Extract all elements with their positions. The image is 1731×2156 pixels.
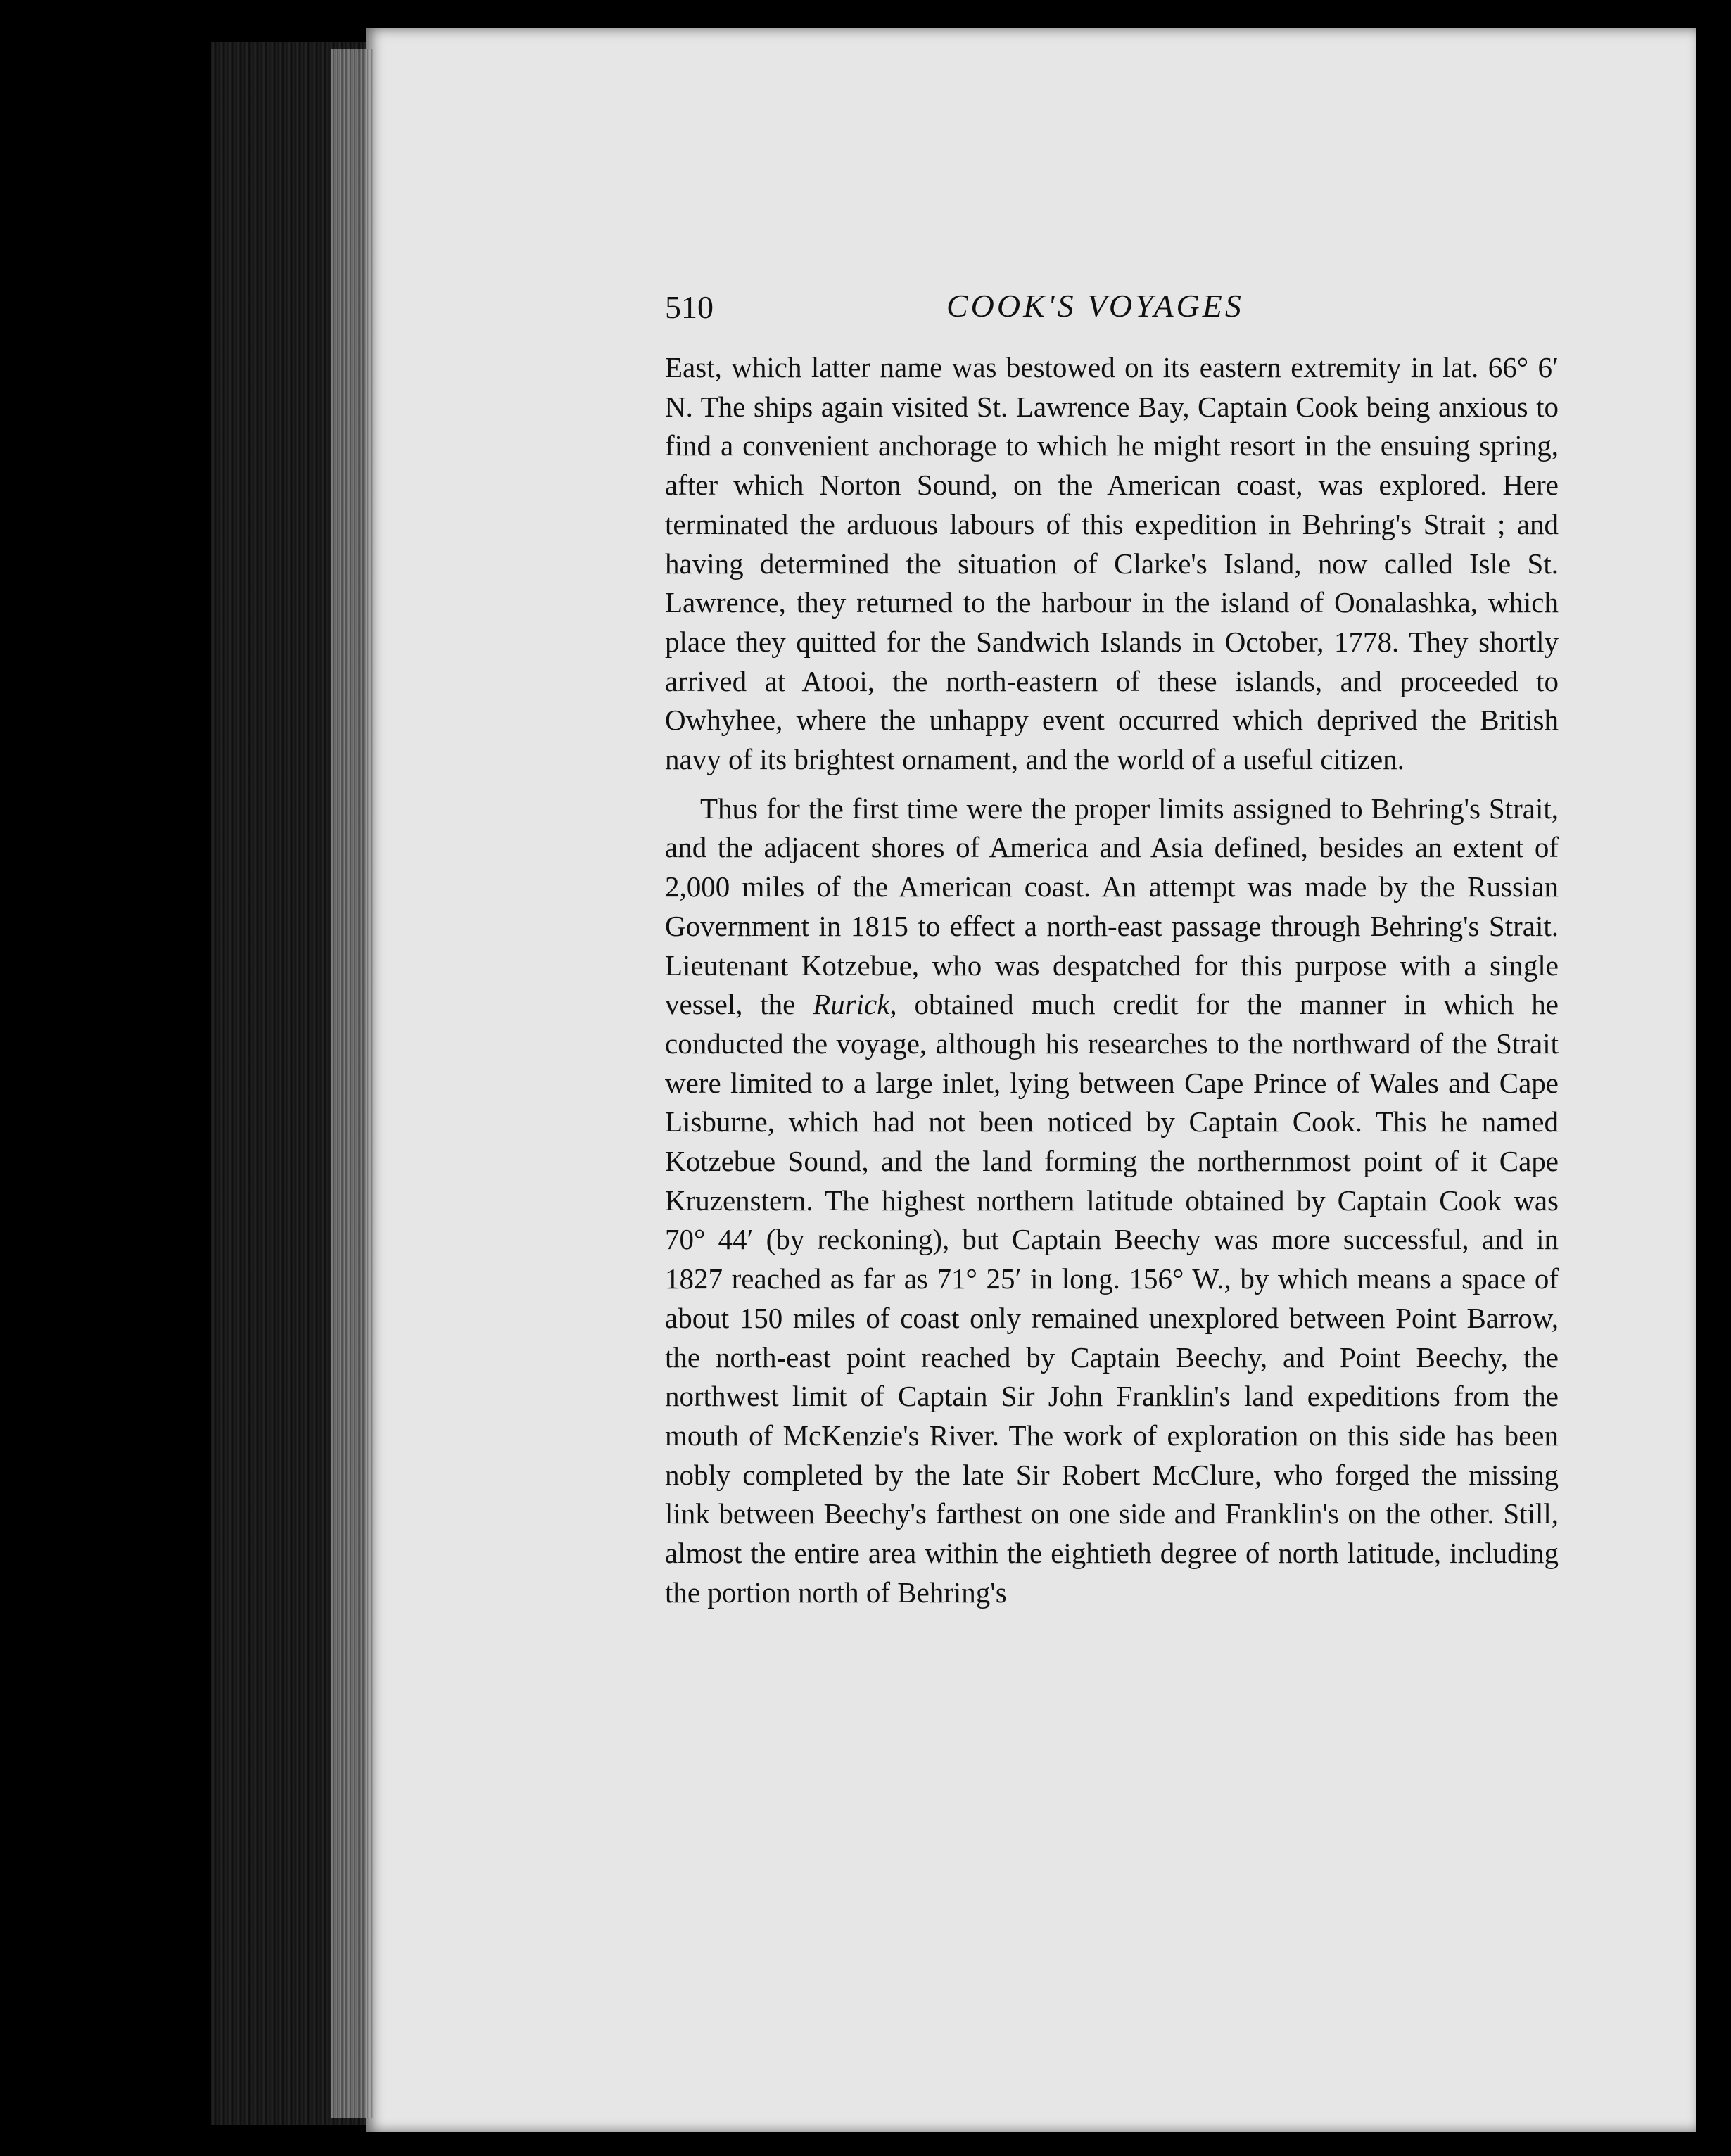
- ship-name: Rurick: [813, 988, 890, 1021]
- page-header: [665, 288, 1685, 345]
- running-head: COOK'S VOYAGES: [946, 288, 1244, 324]
- page-stack-edge: [331, 49, 373, 2118]
- page-number: 510: [665, 289, 714, 325]
- paragraph-2: Thus for the first time were the proper limits assigned to Behring's Strait, and the adjacent shores of America and Asia defined, besides an extent of 2,000 miles of the American coast. An attempt was made by the Russian Government in 1815 to effect a north-east passage through Behring's Strait. Lieutenant Kotzebue, who was despatched for this purpose with a single vessel, the Rurick, obtained much credit for the manner in which he conducted the voyage, although his researches to the northward of the Strait were limited to a large inlet, lying between Cape Prince of Wales and Cape Lisburne, which had not been noticed by Captain Cook. This he named Kotzebue Sound, and the land forming the northernmost point of it Cape Kruzenstern. The highest northern latitude obtained by Captain Cook was 70° 44′ (by reckoning), but Captain Beechy was more successful, and in 1827 reached as far as 71° 25′ in long. 156° W., by which means a space of about 150 miles of coast only remained unexplored between Point Barrow, the north-east point reached by Captain Beechy, and Point Beechy, the northwest limit of Captain Sir John Franklin's land expeditions from the mouth of McKenzie's River. The work of exploration on this side has been nobly completed by the late Sir Robert McClure, who forged the missing link between Beechy's farthest on one side and Franklin's on the other. Still, almost the entire area within the eightieth degree of north latitude, including the portion north of Behring's: [665, 792, 1559, 1609]
- paragraph-1: East, which latter name was bestowed on its eastern extremity in lat. 66° 6′ N. The ships again visited St. Lawrence Bay, Captain Cook being anxious to find a convenient anchorage to which he might resort in the ensuing spring, after which Norton Sound, on the American coast, was explored. Here terminated the arduous labours of this expedition in Behring's Strait ; and having determined the situation of Clarke's Island, now called Isle St. Lawrence, they returned to the harbour in the island of Oonalashka, which place they quitted for the Sandwich Islands in October, 1778. They shortly arrived at Atooi, the north-eastern of these islands, and proceeded to Owhyhee, where the unhappy event occurred which deprived the British navy of its brightest ornament, and the world of a useful citizen.: [665, 351, 1559, 776]
- body-text: [665, 348, 1559, 1613]
- book-page: [366, 28, 1696, 2132]
